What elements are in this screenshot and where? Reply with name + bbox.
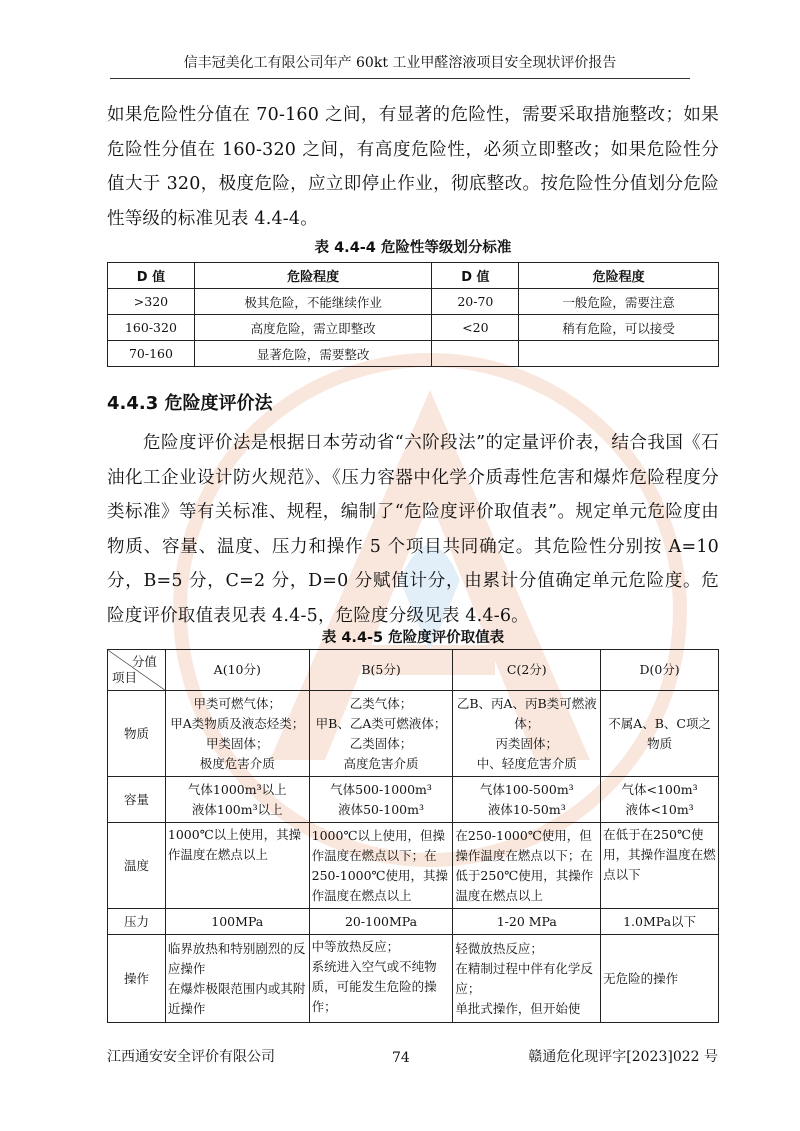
row-item-label: 压力 [108, 909, 166, 935]
table-cell: 不属A、B、C项之物质 [601, 691, 719, 777]
row-item-label: 操作 [108, 935, 166, 1023]
table-header-row [108, 650, 719, 691]
table-cell: 高度危险，需立即整改 [194, 315, 432, 341]
header-cell: 危险程度 [519, 263, 719, 289]
table-row [108, 935, 719, 1023]
table-row [108, 691, 719, 777]
table2-caption: 表 4.4-5 危险度评价取值表 [321, 630, 505, 646]
table-cell: 1000℃以上使用，但操作温度在燃点以下；在250-1000℃使用，其操作温度在燃点以上 [309, 823, 453, 909]
corner-top-label: 分值 [131, 654, 157, 669]
page-number: 74 [392, 1050, 410, 1066]
header-cell: D(0分) [601, 650, 719, 691]
table-cell: >320 [108, 289, 195, 315]
corner-bottom-label: 项目 [112, 670, 138, 685]
header-cell: 危险程度 [194, 263, 432, 289]
table-cell: 气体<100m³ 液体<10m³ [601, 777, 719, 823]
table-cell: 轻微放热反应； 在精制过程中伴有化学反应； 单批式操作，但开始使 [453, 935, 601, 1023]
table1-caption: 表 4.4-4 危险性等级划分标准 [314, 240, 512, 256]
table-cell: 气体500-1000m³ 液体50-100m³ [309, 777, 453, 823]
table-cell: 一般危险，需要注意 [519, 289, 719, 315]
table-cell: <20 [432, 315, 519, 341]
table-cell: 中等放热反应； 系统进入空气或不纯物质，可能发生危险的操作； [309, 935, 453, 1023]
header-cell: D 值 [108, 263, 195, 289]
row-item-label: 物质 [108, 691, 166, 777]
table-cell: 气体100-500m³ 液体10-50m³ [453, 777, 601, 823]
page-header: 信丰冠美化工有限公司年产 60kt 工业甲醛溶液项目安全现状评价报告 [110, 50, 690, 79]
table-cell: 100MPa [165, 909, 309, 935]
table-cell: 20-70 [432, 289, 519, 315]
corner-header-cell [108, 650, 166, 691]
table-cell: 1-20 MPa [453, 909, 601, 935]
table-cell: 20-100MPa [309, 909, 453, 935]
row-item-label: 容量 [108, 777, 166, 823]
table-cell: 乙B、丙A、丙B类可燃液体； 丙类固体； 中、轻度危害介质 [453, 691, 601, 777]
footer-doc-number: 赣通危化现评字[2023]022 号 [528, 1049, 718, 1065]
header-cell: A(10分) [165, 650, 309, 691]
table-cell: 显著危险，需要整改 [194, 341, 432, 367]
table-cell: 无危险的操作 [601, 935, 719, 1023]
table-row [108, 289, 719, 315]
table-cell: 气体1000m³以上 液体100m³以上 [165, 777, 309, 823]
table-cell: 70-160 [108, 341, 195, 367]
table-header-row [108, 263, 719, 289]
table-cell: 在低于在250℃使用，其操作温度在燃点以下 [601, 823, 719, 909]
section-paragraph: 危险度评价法是根据日本劳动省“六阶段法”的定量评价表，结合我国《石油化工企业设计防火规范》、《压力容器中化学介质毒性危害和爆炸危险程度分类标准》等有关标准、规程，编制了“危险度评价取值表”。规定单元危险度由物质、容量、温度、压力和操作 5 个项目共同确定。其危险性分别按 A=10 分，B=5 分，C=2 分，D=0 分赋值计分，由累计分值确定单元危险度。危险度评价取值表见表 4.4-5，危险度分级见表 4.4-6。 [107, 433, 719, 626]
table-cell: 1000℃以上使用，其操作温度在燃点以上 [165, 823, 309, 909]
table-cell: 甲类可燃气体； 甲A类物质及液态烃类； 甲类固体； 极度危害介质 [165, 691, 309, 777]
footer-company: 江西通安安全评价有限公司 [107, 1049, 275, 1065]
table-row [108, 823, 719, 909]
table-cell: 1.0MPa以下 [601, 909, 719, 935]
table-cell: 极其危险，不能继续作业 [194, 289, 432, 315]
intro-paragraph: 如果危险性分值在 70-160 之间，有显著的危险性，需要采取措施整改；如果危险性分值在 160-320 之间，有高度危险性，必须立即整改；如果危险性分值大于 320，极度危险，应立即停止作业，彻底整改。按危险性分值划分危险性等级的标准见表 4.4-4。 [107, 105, 719, 229]
section-title: 4.4.3 危险度评价法 [107, 393, 273, 414]
table-row [108, 777, 719, 823]
header-cell: B(5分) [309, 650, 453, 691]
table-cell: 临界放热和特别剧烈的反应操作 在爆炸极限范围内或其附近操作 [165, 935, 309, 1023]
table-cell: 稍有危险，可以接受 [519, 315, 719, 341]
table-cell [432, 341, 519, 367]
risk-level-table [107, 262, 719, 367]
header-cell: D 值 [432, 263, 519, 289]
table-cell: 160-320 [108, 315, 195, 341]
header-cell: C(2分) [453, 650, 601, 691]
risk-score-table [107, 649, 719, 1023]
table-cell: 在250-1000℃使用，但操作温度在燃点以下；在低于250℃使用，其操作温度在燃点以上 [453, 823, 601, 909]
row-item-label: 温度 [108, 823, 166, 909]
table-cell: 乙类气体； 甲B、乙A类可燃液体； 乙类固体； 高度危害介质 [309, 691, 453, 777]
table-row [108, 909, 719, 935]
table-cell [519, 341, 719, 367]
table-row [108, 341, 719, 367]
table-row [108, 315, 719, 341]
